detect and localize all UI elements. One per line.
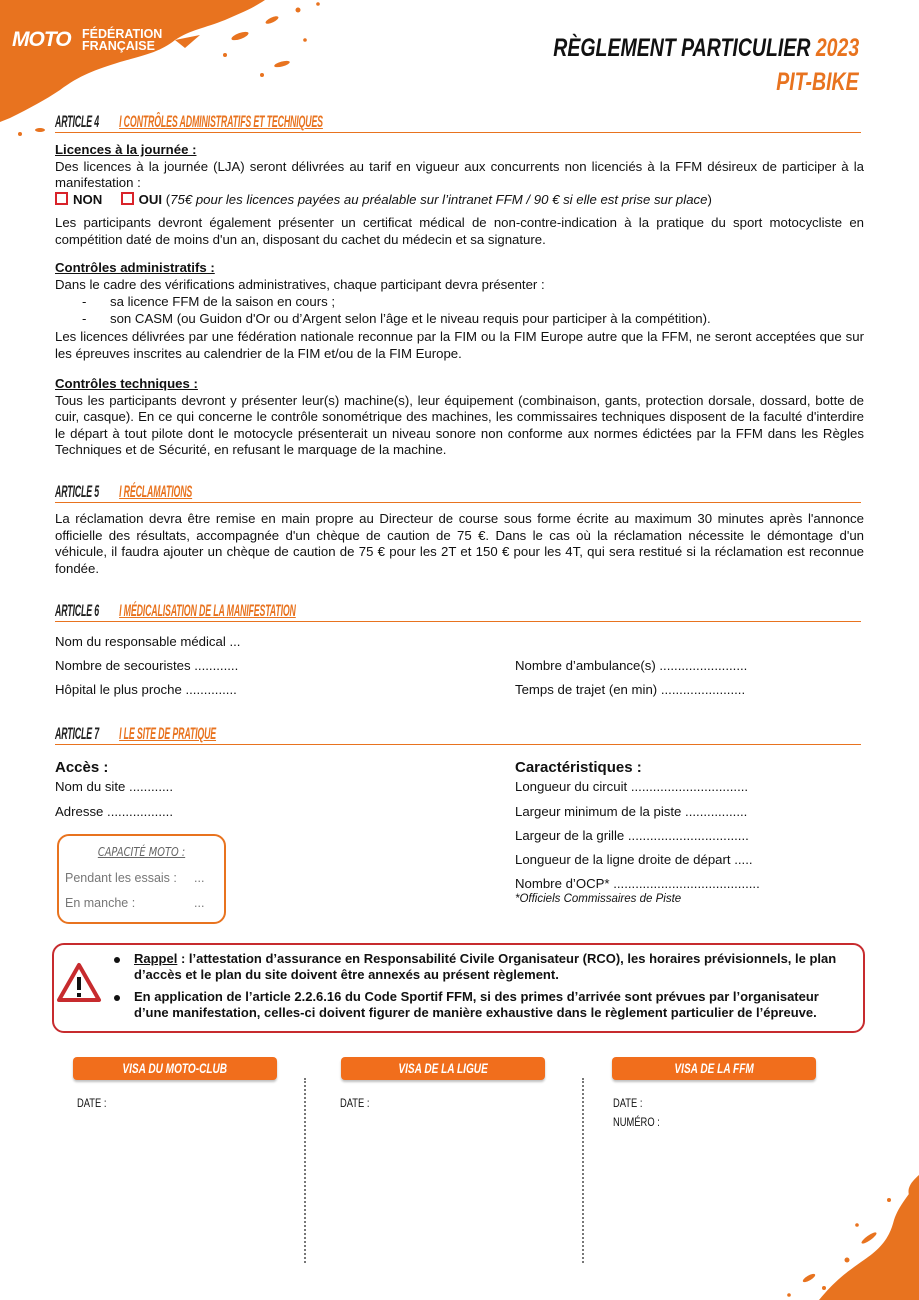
visa-divider xyxy=(582,1078,584,1263)
admin-section: Contrôles administratifs : Dans le cadre des vérifications administratives, chaque participant devra présenter : xyxy=(55,260,545,292)
reclamations-text: La réclamation devra être remise en main propre au Directeur de course sous forme écrite au maximum 30 minutes après l'annonce officielle des résultats, accompagnée d'un chèque de caution de 75 €. Dans le cas où la réclamation nécessite le démontage d'un véhicule, il faudra ajouter un chèque de caution de 75 € pour les 2T et 150 € pour les 4T, qui sera restitué si la réclamation est reconnue fondée. xyxy=(55,511,864,576)
admin-item-text: sa licence FFM de la saison en cours ; xyxy=(110,294,336,309)
adresse-field[interactable]: Adresse .................. xyxy=(55,804,173,819)
nom-site-field[interactable]: Nom du site ............ xyxy=(55,779,173,794)
ocp-field[interactable]: Nombre d’OCP* ........................................ xyxy=(515,876,760,891)
rappel-text-2: En application de l’article 2.2.6.16 du Code Sportif FFM, si des primes d’arrivée sont prévues par l’organisateur d’une manifestation, celles-ci doivent figurer de manière exhaustive dans le règlement particulier de l’épreuve. xyxy=(134,989,819,1020)
visa-ffm-numero[interactable]: NUMÉRO : xyxy=(613,1115,660,1129)
orange-splash-decoration xyxy=(749,1090,919,1300)
visa-ffm-date[interactable]: DATE : xyxy=(613,1096,643,1110)
capacite-manche-value[interactable]: ... xyxy=(194,896,205,910)
visa-divider xyxy=(304,1078,306,1263)
rappel-text-1: Rappel : l’attestation d’assurance en Responsabilité Civile Organisateur (RCO), les horaires prévisionnels, le plan d’accès et le plan du site doivent être annexés au présent règlement. xyxy=(134,951,837,982)
visa-moto-club-date[interactable]: DATE : xyxy=(77,1096,107,1110)
ocp-note: *Officiels Commissaires de Piste xyxy=(515,893,682,905)
ligne-droite-field[interactable]: Longueur de la ligne droite de départ ..... xyxy=(515,852,753,867)
oui-checkbox[interactable] xyxy=(121,192,134,205)
capacite-manche: En manche : xyxy=(65,896,136,910)
article6-heading: ARTICLE 6 I MÉDICALISATION DE LA MANIFESTATION xyxy=(55,601,861,622)
largeur-piste-field[interactable]: Largeur minimum de la piste ................. xyxy=(515,804,748,819)
visa-ffm-header: VISA DE LA FFM xyxy=(612,1057,816,1080)
admin-item: - xyxy=(82,294,87,309)
trajet-field[interactable]: Temps de trajet (en min) ....................... xyxy=(515,682,746,697)
longueur-circuit-field[interactable]: Longueur du circuit ................................ xyxy=(515,779,749,794)
ffm-logo-text: FÉDÉRATION FRANÇAISE xyxy=(82,27,163,53)
ambulances-field[interactable]: Nombre d’ambulance(s) ........................ xyxy=(515,658,748,673)
non-checkbox[interactable] xyxy=(55,192,68,205)
article4-heading: ARTICLE 4 I CONTRÔLES ADMINISTRATIFS ET TECHNIQUES xyxy=(55,112,861,133)
capacite-title: CAPACITÉ MOTO : xyxy=(97,845,186,859)
visa-ligue-date[interactable]: DATE : xyxy=(340,1096,370,1110)
caracteristiques-heading: Caractéristiques : xyxy=(515,759,642,776)
acces-heading: Accès : xyxy=(55,759,109,776)
tech-section: Contrôles techniques : Tous les participants devront y présenter leur(s) machine(s), leur équipement (combinaison, gants, protection dorsale, dossard, botte de cuir, casque). En ce qui concerne le contrôle sonométrique des machines, les commissaires techniques disposent de la faculté d'interdire le départ à tout pilote dont le motocycle présenterait un niveau sonore non conforme aux normes édictées par la FFM dans les Règles Techniques et de Sécurité, en refusant le marquage de la machine. xyxy=(55,376,864,457)
article5-heading: ARTICLE 5 I RÉCLAMATIONS xyxy=(55,482,861,503)
page-title: RÈGLEMENT PARTICULIER 2023 xyxy=(553,34,859,62)
medical-responsible-field[interactable]: Nom du responsable médical ... xyxy=(55,634,241,649)
article7-heading: ARTICLE 7 I LE SITE DE PRATIQUE xyxy=(55,724,861,745)
largeur-grille-field[interactable]: Largeur de la grille ................................. xyxy=(515,828,749,843)
admin-item-text: son CASM (ou Guidon d'Or ou d’Argent selon l’âge et le niveau requis pour participer à la compétition). xyxy=(110,311,711,326)
visa-ligue-header: VISA DE LA LIGUE xyxy=(341,1057,545,1080)
capacite-moto-box xyxy=(57,834,226,924)
hopital-field[interactable]: Hôpital le plus proche .............. xyxy=(55,682,237,697)
licences-options: NON OUI (75€ pour les licences payées au préalable sur l’intranet FFM / 90 € si elle est prise sur place) xyxy=(55,192,864,209)
bullet-icon xyxy=(114,995,120,1001)
visa-moto-club-header: VISA DU MOTO-CLUB xyxy=(73,1057,277,1080)
capacite-essais: Pendant les essais : xyxy=(65,871,177,885)
certificat-text: Les participants devront également présenter un certificat médical de non-contre-indication à la pratique du sport motocycliste en compétition daté de moins d'un an, disposant du cachet du médecin et sa signature. xyxy=(55,215,864,247)
warning-icon xyxy=(56,962,102,1004)
admin-note: Les licences délivrées par une fédération nationale reconnue par la FIM ou la FIM Europe autre que la FFM, ne seront acceptées que sur les épreuves inscrites au calendrier de la FIM et/ou de la FIM Europe. xyxy=(55,329,864,361)
ffm-logo-moto: MOTO xyxy=(12,28,71,51)
page-subtitle: PIT-BIKE xyxy=(776,68,859,96)
bullet-icon xyxy=(114,957,120,963)
secouristes-field[interactable]: Nombre de secouristes ............ xyxy=(55,658,239,673)
licences-section: Licences à la journée : Des licences à la journée (LJA) seront délivrées au tarif en vigueur aux concurrents non licenciés à la FFM désireux de participer à la manifestation : xyxy=(55,142,864,190)
admin-item: - xyxy=(82,311,87,326)
capacite-essais-value[interactable]: ... xyxy=(194,871,205,885)
